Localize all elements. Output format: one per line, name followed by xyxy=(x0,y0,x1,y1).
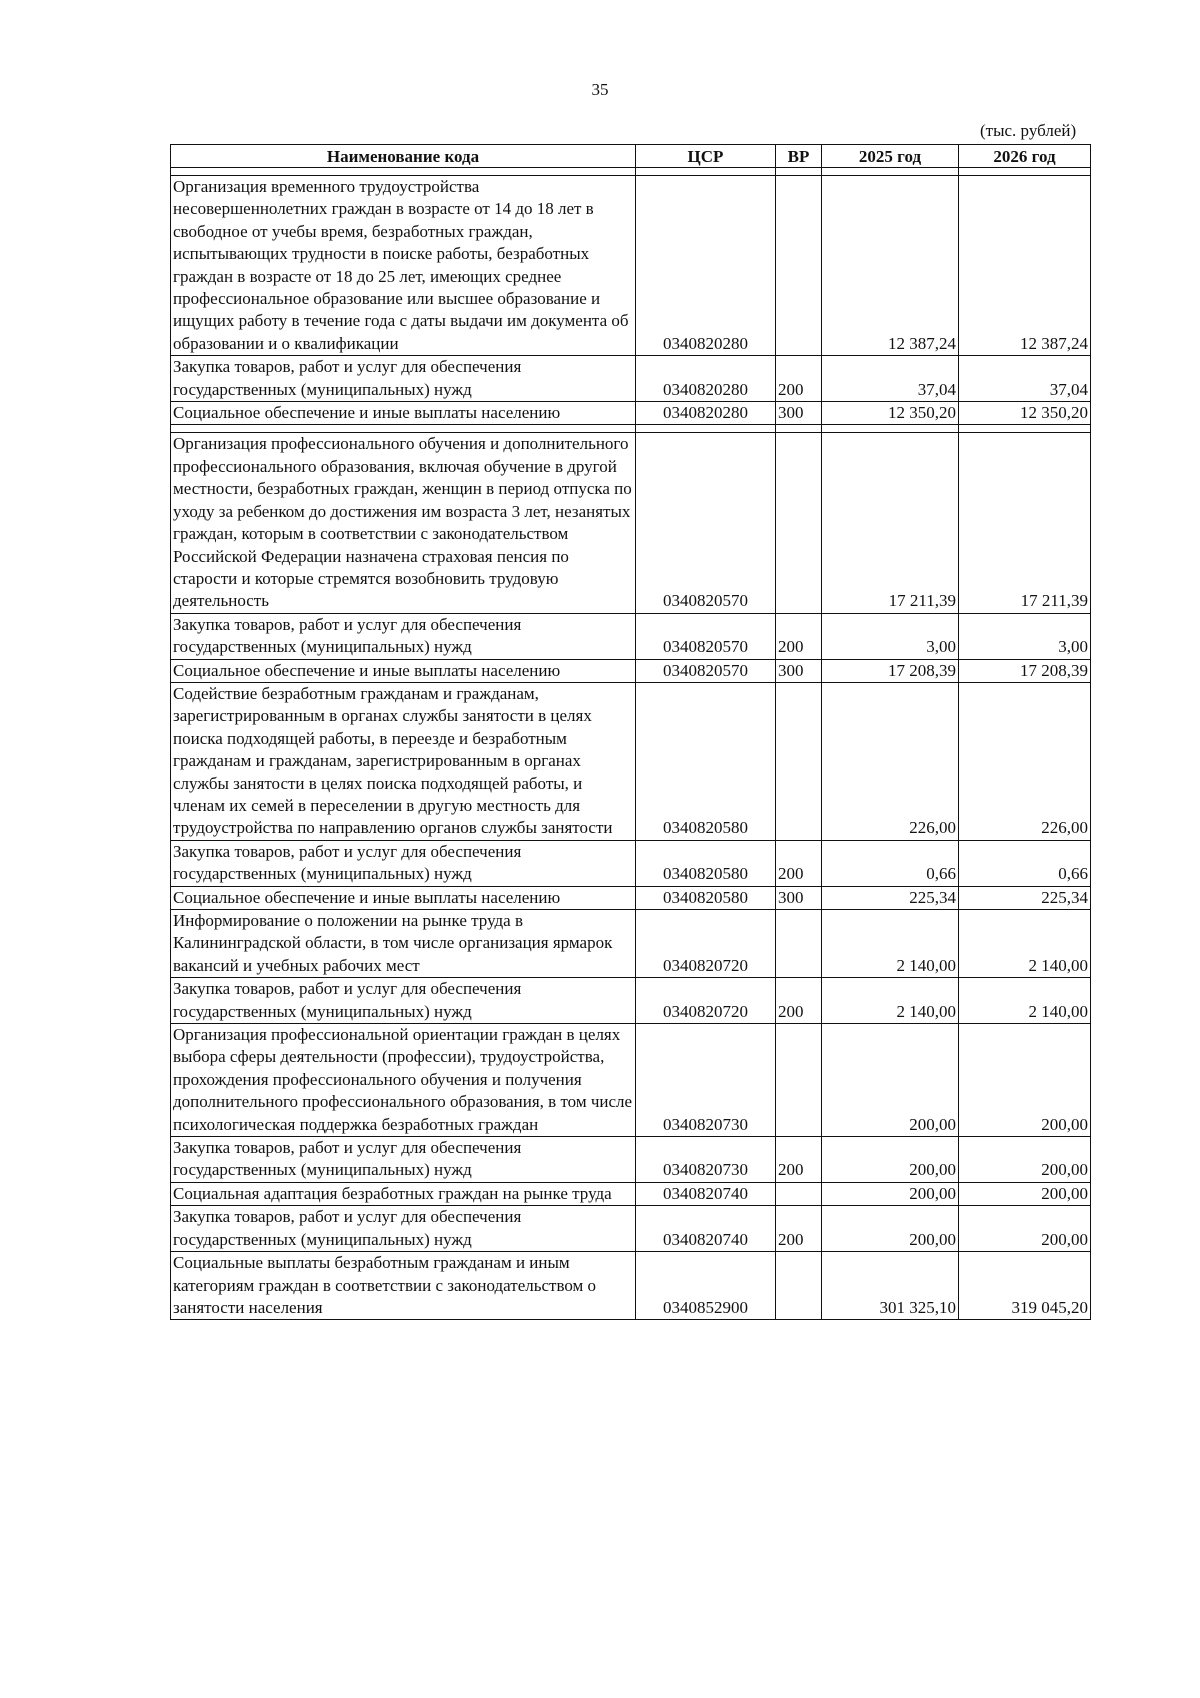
row-vr xyxy=(776,1252,822,1320)
row-2025: 17 211,39 xyxy=(822,433,959,613)
row-name: Организация профессионального обучения и дополнительного профессионального образования, включая обучение в другой местности, безработных граждан, женщин в период отпуска по уходу за ребенком до достижения им возраста 3 лет, незанятых граждан, которым в соответствии с законодательством Российской Федерации назначена страховая пенсия по старости и которые стремятся возобновить трудовую деятельность xyxy=(171,433,636,613)
row-csr: 0340820280 xyxy=(636,402,776,425)
row-vr xyxy=(776,1024,822,1137)
table-row xyxy=(171,978,1091,1024)
row-vr: 200 xyxy=(776,356,822,402)
table-row xyxy=(171,1137,1091,1183)
row-vr: 200 xyxy=(776,1137,822,1183)
row-2025: 301 325,10 xyxy=(822,1252,959,1320)
spacer-row xyxy=(171,425,1091,433)
row-2025: 200,00 xyxy=(822,1024,959,1137)
row-vr xyxy=(776,176,822,356)
table-row xyxy=(171,1206,1091,1252)
table-row xyxy=(171,840,1091,886)
table-row xyxy=(171,356,1091,402)
row-csr: 0340820740 xyxy=(636,1182,776,1205)
table-row xyxy=(171,1182,1091,1205)
row-2025: 225,34 xyxy=(822,886,959,909)
row-2026: 2 140,00 xyxy=(959,978,1091,1024)
spacer-row xyxy=(171,168,1091,176)
row-csr: 0340852900 xyxy=(636,1252,776,1320)
table-row xyxy=(171,433,1091,613)
row-name: Закупка товаров, работ и услуг для обеспечения государственных (муниципальных) нужд xyxy=(171,978,636,1024)
row-name: Организация профессиональной ориентации граждан в целях выбора сферы деятельности (профессии), трудоустройства, прохождения профессионального обучения и получения дополнительного профессионального образования, в том числе психологическая поддержка безработных граждан xyxy=(171,1024,636,1137)
row-2026: 225,34 xyxy=(959,886,1091,909)
row-vr xyxy=(776,910,822,978)
row-2025: 200,00 xyxy=(822,1137,959,1183)
row-vr: 200 xyxy=(776,1206,822,1252)
row-name: Закупка товаров, работ и услуг для обеспечения государственных (муниципальных) нужд xyxy=(171,840,636,886)
row-name: Закупка товаров, работ и услуг для обеспечения государственных (муниципальных) нужд xyxy=(171,613,636,659)
row-csr: 0340820740 xyxy=(636,1206,776,1252)
row-2025: 3,00 xyxy=(822,613,959,659)
table-row xyxy=(171,1024,1091,1137)
row-name: Содействие безработным гражданам и гражданам, зарегистрированным в органах службы занятости в целях поиска подходящей работы, в переезде и безработным гражданам и гражданам, зарегистрированным в органах службы занятости в целях поиска подходящей работы, и членам их семей в переселении в другую местность для трудоустройства по направлению органов службы занятости xyxy=(171,682,636,840)
table-row xyxy=(171,886,1091,909)
row-2026: 12 387,24 xyxy=(959,176,1091,356)
row-2025: 226,00 xyxy=(822,682,959,840)
row-2026: 200,00 xyxy=(959,1182,1091,1205)
row-csr: 0340820570 xyxy=(636,659,776,682)
row-csr: 0340820720 xyxy=(636,978,776,1024)
row-2025: 2 140,00 xyxy=(822,910,959,978)
table-row xyxy=(171,659,1091,682)
row-2025: 2 140,00 xyxy=(822,978,959,1024)
row-2025: 200,00 xyxy=(822,1206,959,1252)
row-vr: 300 xyxy=(776,659,822,682)
row-vr: 200 xyxy=(776,840,822,886)
row-2026: 226,00 xyxy=(959,682,1091,840)
row-name: Закупка товаров, работ и услуг для обеспечения государственных (муниципальных) нужд xyxy=(171,1206,636,1252)
row-name: Социальные выплаты безработным гражданам и иным категориям граждан в соответствии с законодательством о занятости населения xyxy=(171,1252,636,1320)
row-2025: 200,00 xyxy=(822,1182,959,1205)
row-2025: 12 387,24 xyxy=(822,176,959,356)
row-2025: 37,04 xyxy=(822,356,959,402)
row-2026: 2 140,00 xyxy=(959,910,1091,978)
header-2025: 2025 год xyxy=(822,145,959,168)
row-name: Социальная адаптация безработных граждан на рынке труда xyxy=(171,1182,636,1205)
page-number: 35 xyxy=(591,80,609,99)
row-2026: 319 045,20 xyxy=(959,1252,1091,1320)
row-name: Социальное обеспечение и иные выплаты населению xyxy=(171,886,636,909)
row-name: Закупка товаров, работ и услуг для обеспечения государственных (муниципальных) нужд xyxy=(171,356,636,402)
row-2026: 17 211,39 xyxy=(959,433,1091,613)
header-row xyxy=(171,145,1091,168)
row-vr: 200 xyxy=(776,978,822,1024)
budget-table xyxy=(170,144,1091,1320)
row-2026: 37,04 xyxy=(959,356,1091,402)
row-vr: 300 xyxy=(776,886,822,909)
table-row xyxy=(171,682,1091,840)
row-vr xyxy=(776,433,822,613)
row-2026: 0,66 xyxy=(959,840,1091,886)
row-2026: 200,00 xyxy=(959,1206,1091,1252)
row-2026: 17 208,39 xyxy=(959,659,1091,682)
table-row xyxy=(171,910,1091,978)
row-csr: 0340820580 xyxy=(636,840,776,886)
header-csr: ЦСР xyxy=(636,145,776,168)
row-name: Социальное обеспечение и иные выплаты населению xyxy=(171,659,636,682)
row-2026: 200,00 xyxy=(959,1137,1091,1183)
row-2026: 200,00 xyxy=(959,1024,1091,1137)
row-vr xyxy=(776,1182,822,1205)
row-name: Социальное обеспечение и иные выплаты населению xyxy=(171,402,636,425)
row-csr: 0340820730 xyxy=(636,1024,776,1137)
row-name: Информирование о положении на рынке труда в Калининградской области, в том числе организация ярмарок вакансий и учебных рабочих мест xyxy=(171,910,636,978)
row-csr: 0340820720 xyxy=(636,910,776,978)
row-vr xyxy=(776,682,822,840)
row-csr: 0340820570 xyxy=(636,613,776,659)
row-csr: 0340820570 xyxy=(636,433,776,613)
row-vr: 300 xyxy=(776,402,822,425)
row-csr: 0340820280 xyxy=(636,176,776,356)
header-2026: 2026 год xyxy=(959,145,1091,168)
row-csr: 0340820580 xyxy=(636,886,776,909)
row-2025: 0,66 xyxy=(822,840,959,886)
header-vr: ВР xyxy=(776,145,822,168)
row-2026: 12 350,20 xyxy=(959,402,1091,425)
row-2025: 17 208,39 xyxy=(822,659,959,682)
row-2026: 3,00 xyxy=(959,613,1091,659)
table-row xyxy=(171,176,1091,356)
table-row xyxy=(171,1252,1091,1320)
header-name: Наименование кода xyxy=(171,145,636,168)
row-name: Организация временного трудоустройства несовершеннолетних граждан в возрасте от 14 до 18 лет в свободное от учебы время, безработных граждан, испытывающих трудности в поиске работы, безработных граждан в возрасте от 18 до 25 лет, имеющих среднее профессиональное образование или высшее образование и ищущих работу в течение года с даты выдачи им документа об образовании и о квалификации xyxy=(171,176,636,356)
row-csr: 0340820730 xyxy=(636,1137,776,1183)
row-2025: 12 350,20 xyxy=(822,402,959,425)
row-csr: 0340820580 xyxy=(636,682,776,840)
row-csr: 0340820280 xyxy=(636,356,776,402)
units-label: (тыс. рублей) xyxy=(980,121,1077,140)
row-vr: 200 xyxy=(776,613,822,659)
row-name: Закупка товаров, работ и услуг для обеспечения государственных (муниципальных) нужд xyxy=(171,1137,636,1183)
table-row xyxy=(171,402,1091,425)
table-row xyxy=(171,613,1091,659)
